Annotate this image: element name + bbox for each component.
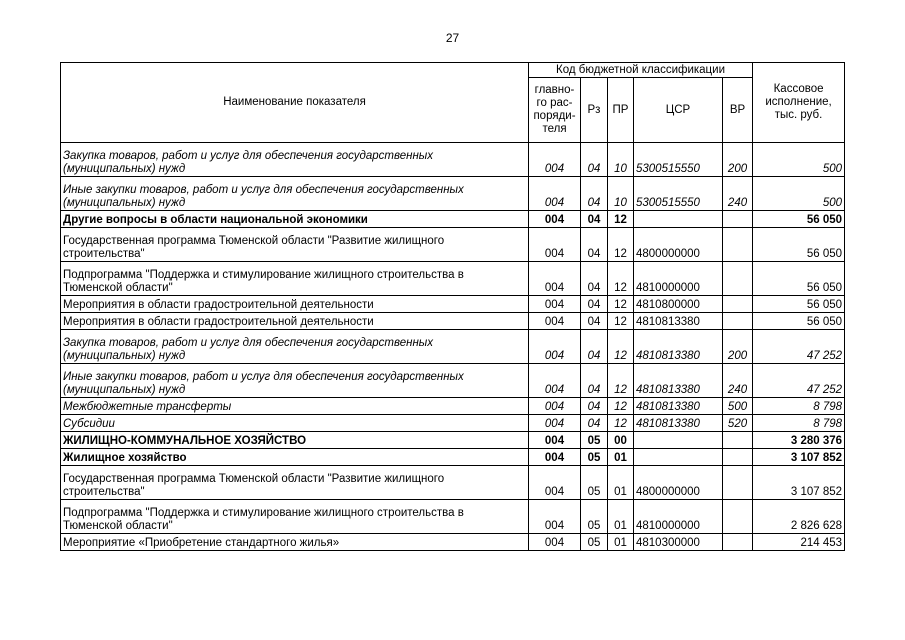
header-vr: ВР [723,78,753,143]
row-vr [723,534,753,551]
row-name: Закупка товаров, работ и услуг для обеспечения государственных (муниципальных) нужд [61,143,529,177]
row-amount: 56 050 [753,211,845,228]
row-name: Закупка товаров, работ и услуг для обеспечения государственных (муниципальных) нужд [61,330,529,364]
row-amount: 214 453 [753,534,845,551]
row-rz: 04 [581,313,608,330]
table-body [61,143,845,551]
row-vr: 240 [723,177,753,211]
table-row [61,296,845,313]
row-vr [723,313,753,330]
row-csr: 4810800000 [634,296,723,313]
row-rz: 04 [581,415,608,432]
row-glavn: 004 [529,262,581,296]
row-amount: 56 050 [753,313,845,330]
row-amount: 500 [753,143,845,177]
row-amount: 3 280 376 [753,432,845,449]
row-amount: 8 798 [753,398,845,415]
row-name: Мероприятия в области градостроительной деятельности [61,313,529,330]
row-glavn: 004 [529,296,581,313]
row-pr: 00 [608,432,634,449]
row-rz: 05 [581,466,608,500]
row-glavn: 004 [529,228,581,262]
row-name: Субсидии [61,415,529,432]
row-csr: 4810813380 [634,415,723,432]
header-name: Наименование показателя [61,63,529,143]
row-rz: 05 [581,432,608,449]
row-rz: 05 [581,449,608,466]
row-vr: 240 [723,364,753,398]
row-glavn: 004 [529,449,581,466]
table-row [61,211,845,228]
row-amount: 3 107 852 [753,466,845,500]
row-pr: 12 [608,262,634,296]
table-row [61,466,845,500]
table-row [61,432,845,449]
header-code-group: Код бюджетной классификации [529,63,753,78]
row-rz: 04 [581,364,608,398]
row-csr: 4800000000 [634,228,723,262]
row-rz: 04 [581,211,608,228]
row-csr: 4810813380 [634,313,723,330]
row-glavn: 004 [529,211,581,228]
row-glavn: 004 [529,500,581,534]
row-pr: 01 [608,466,634,500]
row-amount: 56 050 [753,228,845,262]
row-vr [723,211,753,228]
row-glavn: 004 [529,143,581,177]
row-vr: 200 [723,143,753,177]
row-csr [634,211,723,228]
row-pr: 12 [608,211,634,228]
table-row [61,330,845,364]
row-glavn: 004 [529,177,581,211]
row-vr [723,228,753,262]
row-glavn: 004 [529,330,581,364]
row-name: Государственная программа Тюменской области "Развитие жилищного строительства" [61,466,529,500]
row-amount: 56 050 [753,296,845,313]
page-number: 27 [445,31,460,45]
row-vr [723,432,753,449]
row-vr: 520 [723,415,753,432]
row-vr: 500 [723,398,753,415]
row-amount: 2 826 628 [753,500,845,534]
row-csr: 4810813380 [634,330,723,364]
row-vr [723,262,753,296]
row-glavn: 004 [529,398,581,415]
row-name: Подпрограмма "Поддержка и стимулирование жилищного строительства в Тюменской области" [61,262,529,296]
row-vr [723,296,753,313]
row-name: Мероприятия в области градостроительной деятельности [61,296,529,313]
row-csr: 4810813380 [634,364,723,398]
row-pr: 12 [608,398,634,415]
table-row [61,228,845,262]
row-name: Межбюджетные трансферты [61,398,529,415]
row-glavn: 004 [529,415,581,432]
row-glavn: 004 [529,432,581,449]
budget-table [60,62,845,551]
row-vr [723,466,753,500]
row-rz: 04 [581,262,608,296]
row-pr: 12 [608,313,634,330]
row-name: Другие вопросы в области национальной экономики [61,211,529,228]
row-vr [723,500,753,534]
row-amount: 56 050 [753,262,845,296]
row-rz: 04 [581,296,608,313]
table-row [61,262,845,296]
row-amount: 8 798 [753,415,845,432]
row-amount: 47 252 [753,330,845,364]
table-row [61,449,845,466]
row-amount: 500 [753,177,845,211]
row-rz: 04 [581,330,608,364]
row-glavn: 004 [529,466,581,500]
header-rz: Рз [581,78,608,143]
row-name: Иные закупки товаров, работ и услуг для обеспечения государственных (муниципальных) нужд [61,177,529,211]
row-csr: 4800000000 [634,466,723,500]
row-csr: 4810300000 [634,534,723,551]
table-row [61,534,845,551]
row-name: Иные закупки товаров, работ и услуг для обеспечения государственных (муниципальных) нужд [61,364,529,398]
row-glavn: 004 [529,534,581,551]
row-csr: 4810813380 [634,398,723,415]
row-amount: 3 107 852 [753,449,845,466]
row-pr: 10 [608,143,634,177]
table-row [61,143,845,177]
row-pr: 12 [608,364,634,398]
table-row [61,364,845,398]
header-glavn: главно- го рас- поряди- теля [529,78,581,143]
row-pr: 01 [608,534,634,551]
row-csr [634,449,723,466]
row-pr: 12 [608,228,634,262]
row-name: Подпрограмма "Поддержка и стимулирование жилищного строительства в Тюменской области" [61,500,529,534]
header-pr: ПР [608,78,634,143]
row-csr: 5300515550 [634,177,723,211]
row-rz: 05 [581,534,608,551]
row-name: Жилищное хозяйство [61,449,529,466]
table-row [61,500,845,534]
row-rz: 04 [581,177,608,211]
row-rz: 04 [581,398,608,415]
row-rz: 05 [581,500,608,534]
row-csr [634,432,723,449]
row-pr: 01 [608,500,634,534]
row-rz: 04 [581,143,608,177]
row-pr: 01 [608,449,634,466]
header-amount: Кассовое исполнение, тыс. руб. [753,63,845,143]
row-pr: 12 [608,330,634,364]
header-csr: ЦСР [634,78,723,143]
row-name: Мероприятие «Приобретение стандартного жилья» [61,534,529,551]
table-row [61,415,845,432]
row-vr: 200 [723,330,753,364]
row-csr: 4810000000 [634,500,723,534]
row-glavn: 004 [529,364,581,398]
row-csr: 4810000000 [634,262,723,296]
table-row [61,177,845,211]
row-name: ЖИЛИЩНО-КОММУНАЛЬНОЕ ХОЗЯЙСТВО [61,432,529,449]
row-glavn: 004 [529,313,581,330]
row-csr: 5300515550 [634,143,723,177]
row-amount: 47 252 [753,364,845,398]
row-pr: 10 [608,177,634,211]
table-row [61,313,845,330]
row-name: Государственная программа Тюменской области "Развитие жилищного строительства" [61,228,529,262]
row-pr: 12 [608,296,634,313]
row-pr: 12 [608,415,634,432]
row-rz: 04 [581,228,608,262]
row-vr [723,449,753,466]
table-row [61,398,845,415]
